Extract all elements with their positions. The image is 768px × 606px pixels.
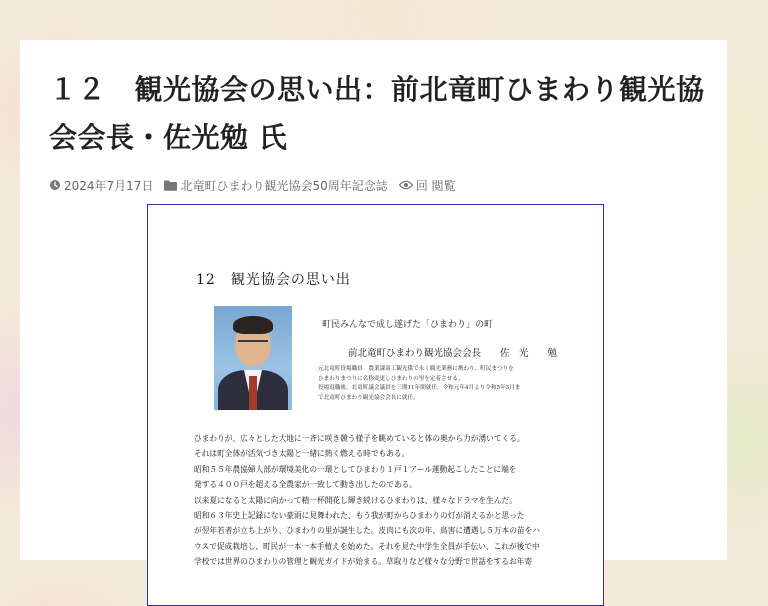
body-line: 発する４００戸を超える全農家が一致して動き出したのである。 bbox=[194, 480, 417, 490]
body-line: 昭和６３年史上記録にない豪雨に見舞われた、もう我が町からひまわりの灯が消えるかと思った bbox=[194, 511, 525, 521]
post-date-text: 2024年7月17日 bbox=[64, 178, 154, 193]
body-line: が翌年若者が立ち上がり、ひまわりの里が誕生した。皮肉にも次の年、鳥害に遭遇し５万本の苗をハ bbox=[194, 526, 540, 536]
bio-line: ひまわりまつりに名称変更しひまわりの里を定着させる。 bbox=[318, 375, 464, 382]
post-meta bbox=[49, 176, 467, 194]
post-views bbox=[399, 177, 456, 194]
body-line: ひまわりが、広々とした大地に一斉に咲き競う様子を眺めていると体の奥から力が湧いてくる。 bbox=[194, 434, 525, 443]
bio-line: 役場退職後、北竜町議会議員を三期11年間就任、令和元年4月より令和5年3月ま bbox=[318, 385, 521, 391]
body-line: 昭和５５年農協婦人部が環境美化の一環としてひまわり１戸１アール運動起こしたことに端を bbox=[194, 464, 517, 474]
post-date bbox=[49, 177, 153, 194]
post-card bbox=[20, 40, 727, 567]
author-photo bbox=[214, 306, 292, 410]
bio-line: 元北竜町役場職員 農業課商工観光係で永く観光業務に携わり、町民まつりを bbox=[318, 366, 514, 372]
post-title: １２ 観光協会の思い出：前北竜町ひまわり観光協会会長・佐光勉 氏 bbox=[49, 73, 705, 154]
body-line: 以来夏になると太陽に向かって精一杯開花し輝き続けるひまわりは、様々なドラマを生んだ。 bbox=[194, 495, 517, 505]
post-category[interactable] bbox=[164, 177, 387, 194]
document-heading: 12 観光協会の思い出 bbox=[196, 272, 351, 288]
document-subtitle: 町民みんなで成し遂げた「ひまわり」の町 bbox=[322, 320, 494, 330]
post-views-text: 回 閲覧 bbox=[415, 178, 456, 193]
document-scan bbox=[147, 204, 604, 606]
eye-icon bbox=[399, 180, 413, 190]
document-author: 前北竜町ひまわり観光協会会長 佐 光 勉 bbox=[348, 348, 558, 359]
body-line: それは町全体が活気づき太陽と一緒に熱く燃える時でもある。 bbox=[194, 449, 410, 459]
document-bio bbox=[318, 365, 588, 403]
document-body bbox=[194, 431, 594, 570]
body-line: 学校では世界のひまわりの管理と観光ガイドが始まる。草取りなど様々な分野で世話をするお年寄 bbox=[194, 557, 533, 567]
clock-icon bbox=[49, 179, 61, 191]
body-line: ウスで促成栽培し、町民が一本一本手植えを始めた。それを見た中学生全員が手伝い、これが後で中 bbox=[194, 541, 540, 551]
bio-line: で北竜町ひまわり観光協会会長に就任。 bbox=[318, 394, 419, 401]
folder-icon bbox=[164, 180, 177, 191]
post-category-link[interactable]: 北竜町ひまわり観光協会50周年記念誌 bbox=[180, 178, 388, 193]
